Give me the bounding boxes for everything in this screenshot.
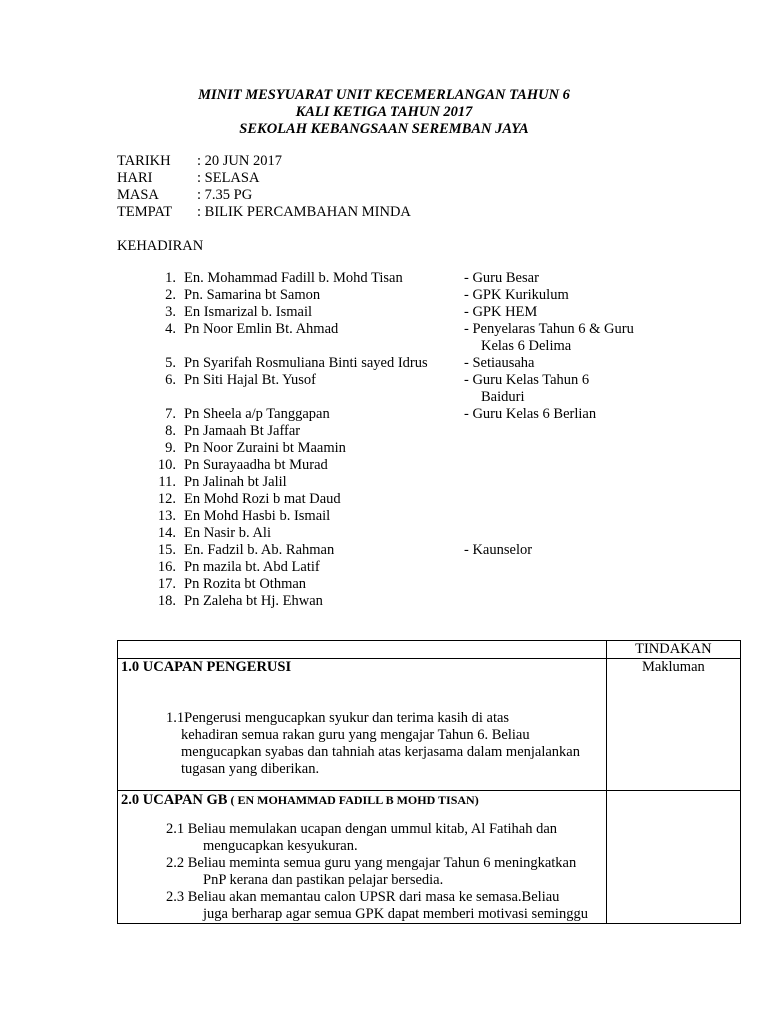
attendee-role-line xyxy=(464,491,634,508)
attendee-role-line: - GPK Kurikulum xyxy=(464,287,569,303)
paragraph-line: 2.1 Beliau memulakan ucapan dengan ummul kitab, Al Fatihah dan xyxy=(166,821,558,837)
attendance-number: 3. xyxy=(165,304,176,320)
attendee-role xyxy=(464,287,634,304)
section-1-action: Makluman xyxy=(606,659,740,791)
attendance-item xyxy=(146,321,634,355)
attendance-number: 16. xyxy=(157,559,176,575)
minutes-table xyxy=(117,640,741,924)
section-2-title-note: ( EN MOHAMMAD FADILL B MOHD TISAN) xyxy=(227,793,479,807)
attendee-role-line xyxy=(464,440,634,457)
attendance-number: 8. xyxy=(165,423,176,439)
attendee-role-line: - Guru Kelas Tahun 6 xyxy=(464,372,590,388)
minutes-title xyxy=(0,87,768,138)
info-value: : 20 JUN 2017 xyxy=(197,153,282,169)
attendance-item xyxy=(146,474,626,491)
paragraph-line: kehadiran semua rakan guru yang mengajar Tahun 6. Beliau xyxy=(181,727,530,743)
paragraph-line: 2.2 Beliau meminta semua guru yang mengajar Tahun 6 meningkatkan xyxy=(166,855,577,871)
attendance-item xyxy=(146,542,626,559)
header-empty-cell xyxy=(118,641,607,659)
table-header-row xyxy=(118,641,741,659)
section-2-paragraphs xyxy=(118,821,606,923)
attendee-role xyxy=(464,440,634,457)
attendee-role-continuation: Baiduri xyxy=(481,389,525,405)
attendee-name: Pn Syarifah Rosmuliana Binti sayed Idrus xyxy=(184,355,428,371)
attendance-item xyxy=(146,270,626,287)
attendee-role xyxy=(464,270,634,287)
paragraph-line: mengucapkan kesyukuran. xyxy=(203,838,358,854)
attendee-role xyxy=(464,508,634,525)
attendance-item xyxy=(146,423,626,440)
attendee-role-line xyxy=(464,474,634,491)
attendance-number: 11. xyxy=(158,474,176,490)
attendee-role xyxy=(464,406,634,423)
attendance-item xyxy=(146,559,626,576)
title-line-1: MINIT MESYUARAT UNIT KECEMERLANGAN TAHUN 6 xyxy=(198,87,570,103)
attendee-role xyxy=(464,321,634,355)
paragraph-line: juga berharap agar semua GPK dapat memberi motivasi seminggu xyxy=(203,906,588,922)
attendee-role-line xyxy=(464,457,634,474)
attendance-number: 14. xyxy=(157,525,176,541)
section-1-content xyxy=(118,659,607,791)
info-value: : SELASA xyxy=(197,170,260,186)
attendance-number: 12. xyxy=(157,491,176,507)
info-label: MASA xyxy=(117,187,159,203)
paragraph-line: PnP kerana dan pastikan pelajar bersedia. xyxy=(203,872,444,888)
attendance-item xyxy=(146,372,626,406)
meeting-info xyxy=(117,153,411,221)
attendee-role xyxy=(464,525,634,542)
attendee-name: Pn Jalinah bt Jalil xyxy=(184,474,287,490)
section-1-paragraph xyxy=(118,710,606,778)
attendee-name: En. Fadzil b. Ab. Rahman xyxy=(184,542,335,558)
attendee-role-line: - Guru Besar xyxy=(464,270,539,286)
attendee-role-line: - Kaunselor xyxy=(464,542,533,558)
attendance-item xyxy=(146,593,626,610)
attendee-role-line: - GPK HEM xyxy=(464,304,538,320)
attendee-role xyxy=(464,474,634,491)
attendance-item xyxy=(146,525,626,542)
attendee-name: Pn Rozita bt Othman xyxy=(184,576,307,592)
attendee-role-line xyxy=(464,576,634,593)
attendee-name: Pn Siti Hajal Bt. Yusof xyxy=(184,372,316,388)
attendee-name: En Mohd Rozi b mat Daud xyxy=(184,491,341,507)
attendee-name: Pn mazila bt. Abd Latif xyxy=(184,559,320,575)
attendance-list xyxy=(146,270,634,610)
attendance-number: 5. xyxy=(165,355,176,371)
attendee-role-line xyxy=(464,593,634,610)
attendee-role-line xyxy=(464,508,634,525)
attendance-item xyxy=(146,355,626,372)
attendance-number: 13. xyxy=(157,508,176,524)
title-line-2: KALI KETIGA TAHUN 2017 xyxy=(295,104,473,120)
paragraph-line: 1.1Pengerusi mengucapkan syukur dan terima kasih di atas xyxy=(166,710,510,726)
attendance-item xyxy=(146,576,626,593)
attendee-role xyxy=(464,576,634,593)
attendance-number: 1. xyxy=(165,270,176,286)
attendance-number: 2. xyxy=(165,287,176,303)
info-value: : 7.35 PG xyxy=(197,187,253,203)
attendee-role-line: - Guru Kelas 6 Berlian xyxy=(464,406,597,422)
attendee-role xyxy=(464,372,634,406)
attendee-role-continuation: Kelas 6 Delima xyxy=(481,338,572,354)
attendee-role xyxy=(464,355,634,372)
attendee-name: En. Mohammad Fadill b. Mohd Tisan xyxy=(184,270,403,286)
info-value: : BILIK PERCAMBAHAN MINDA xyxy=(197,204,411,220)
attendance-item xyxy=(146,406,626,423)
title-line-3: SEKOLAH KEBANGSAAN SEREMBAN JAYA xyxy=(239,121,529,137)
attendee-role xyxy=(464,304,634,321)
info-label: TARIKH xyxy=(117,153,171,169)
attendance-item xyxy=(146,287,626,304)
attendance-item xyxy=(146,491,626,508)
attendance-number: 7. xyxy=(165,406,176,422)
attendee-role-line xyxy=(464,525,634,542)
section-2-row xyxy=(118,791,741,924)
info-label: TEMPAT xyxy=(117,204,173,220)
attendee-name: Pn Noor Zuraini bt Maamin xyxy=(184,440,346,456)
attendance-number: 17. xyxy=(157,576,176,592)
info-row-day xyxy=(117,170,411,187)
attendee-role-line: - Setiausaha xyxy=(464,355,535,371)
attendee-role xyxy=(464,559,634,576)
attendance-item xyxy=(146,508,626,525)
attendee-name: Pn Noor Emlin Bt. Ahmad xyxy=(184,321,339,337)
info-row-place xyxy=(117,204,411,221)
section-2-title-line xyxy=(118,791,606,809)
attendance-item xyxy=(146,457,626,474)
attendee-name: En Mohd Hasbi b. Ismail xyxy=(184,508,331,524)
section-2-title: 2.0 UCAPAN GB xyxy=(121,792,228,808)
attendance-number: 4. xyxy=(165,321,176,337)
attendance-number: 18. xyxy=(157,593,176,609)
info-label: HARI xyxy=(117,170,153,186)
info-row-time xyxy=(117,187,411,204)
attendee-role xyxy=(464,457,634,474)
attendee-name: En Ismarizal b. Ismail xyxy=(184,304,313,320)
attendance-item xyxy=(146,304,626,321)
attendee-role-line xyxy=(464,423,634,440)
section-2-action xyxy=(606,791,740,924)
attendee-role-line: - Penyelaras Tahun 6 & Guru xyxy=(464,321,634,337)
attendee-name: Pn Jamaah Bt Jaffar xyxy=(184,423,301,439)
attendance-item xyxy=(146,440,626,457)
attendance-number: 15. xyxy=(157,542,176,558)
attendee-name: Pn Zaleha bt Hj. Ehwan xyxy=(184,593,323,609)
paragraph-line: tugasan yang diberikan. xyxy=(181,761,320,777)
attendee-name: En Nasir b. Ali xyxy=(184,525,271,541)
attendee-role-line xyxy=(464,559,634,576)
attendance-heading: KEHADIRAN xyxy=(117,238,204,254)
section-1-title: 1.0 UCAPAN PENGERUSI xyxy=(121,659,292,675)
section-2-content xyxy=(118,791,607,924)
attendance-number: 6. xyxy=(165,372,176,388)
attendee-name: Pn. Samarina bt Samon xyxy=(184,287,321,303)
attendee-name: Pn Surayaadha bt Murad xyxy=(184,457,328,473)
attendance-number: 10. xyxy=(157,457,176,473)
action-header: TINDAKAN xyxy=(606,641,740,659)
attendee-name: Pn Sheela a/p Tanggapan xyxy=(184,406,330,422)
attendee-role xyxy=(464,593,634,610)
attendee-role xyxy=(464,491,634,508)
attendee-role xyxy=(464,423,634,440)
attendance-number: 9. xyxy=(165,440,176,456)
attendee-role xyxy=(464,542,634,559)
paragraph-line: 2.3 Beliau akan memantau calon UPSR dari masa ke semasa.Beliau xyxy=(166,889,560,905)
paragraph-line: mengucapkan syabas dan tahniah atas kerjasama dalam menjalankan xyxy=(181,744,580,760)
section-1-row xyxy=(118,659,741,791)
info-row-date xyxy=(117,153,411,170)
